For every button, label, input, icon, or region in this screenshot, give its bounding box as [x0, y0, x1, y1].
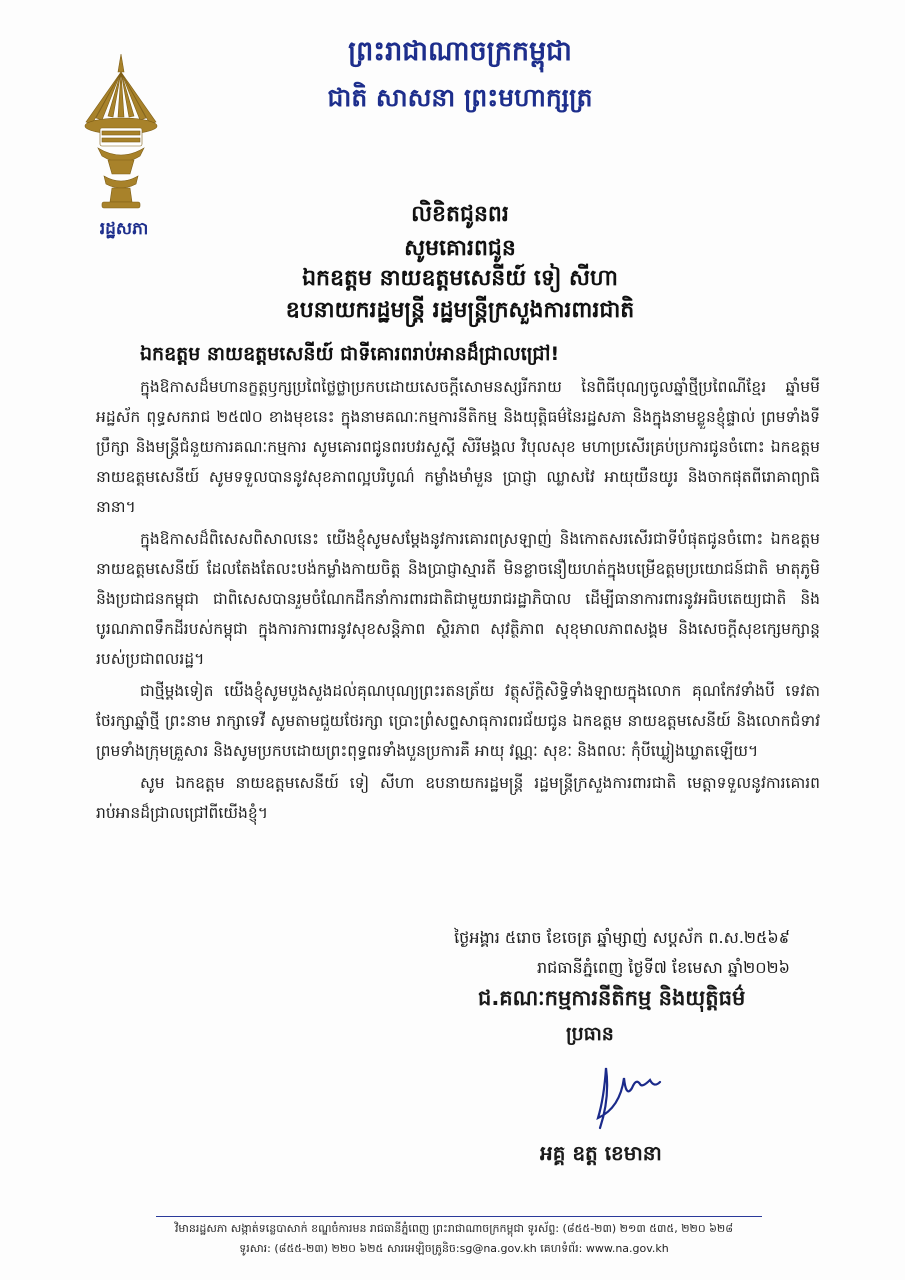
letter-title: លិខិតជូនពរ: [411, 202, 509, 227]
paragraph: ក្នុងឱកាសដ៏ពិសេសពិសាលនេះ យើងខ្ញុំសូមសម្តែងនូវការគោរពស្រឡាញ់ និងកោតសរសើរជាទីបំផុតជូនចំពោះ ឯកឧត្តម នាយឧត្តមសេនីយ៍ ដែលតែងតែលះបង់កម្លាំងកាយចិត្ត និងប្រាជ្ញាស្មារតី មិនខ្លាចនឿយហត់ក្នុងបម្រើឧត្តមប្រយោជន៍ជាតិ មាតុភូមិ និងប្រជាជនកម្ពុជា ជាពិសេសបានរួមចំណែកដឹកនាំការពារជាតិជាមួយរាជរដ្ឋាភិបាល ដើម្បីធានាការពារនូវអធិបតេយ្យជាតិ និងបូរណភាពទឹកដីរបស់កម្ពុជា ក្នុងការការពារនូវសុខសន្តិភាព ស្ថិរភាព សុវត្ថិភាព សុខុមាលភាពសង្គម និងសេចក្តីសុខក្សេមក្សាន្តរបស់ប្រជាពលរដ្ឋ។: [96, 530, 820, 668]
institution-name: រដ្ឋសភា: [99, 219, 149, 239]
footer-divider: [156, 1216, 762, 1217]
recipient-title: ឧបនាយករដ្ឋមន្ត្រី រដ្ឋមន្ត្រីក្រសួងការពារជាតិ: [285, 298, 635, 323]
lunar-date: ថ្ងៃអង្គារ ៥រោច ខែចេត្រ ឆ្នាំម្សាញ់ សប្តស័ក ព.ស.២៥៦៩: [454, 928, 790, 947]
salutation: ឯកឧត្តម នាយឧត្តមសេនីយ៍ ជាទីគោរពរាប់អានដ៏ជ្រាលជ្រៅ!: [140, 343, 560, 365]
letter-body: [96, 372, 820, 830]
paragraph: សូម ឯកឧត្តម នាយឧត្តមសេនីយ៍ ទៀ សីហា ឧបនាយករដ្ឋមន្ត្រី រដ្ឋមន្ត្រីក្រសួងការពារជាតិ មេត្តាទទួលនូវការគោរពរាប់អានដ៏ជ្រាលជ្រៅពីយើងខ្ញុំ។: [96, 774, 820, 822]
kingdom-title: ព្រះរាជាណាចក្រកម្ពុជា: [348, 36, 572, 67]
signer-position: ប្រធាន: [566, 1023, 614, 1045]
signer-name: អគ្គ ឧត្ត ខេមានា: [540, 1141, 662, 1165]
committee-name: ជ.គណៈកម្មការនីតិកម្ម និងយុត្តិធម៌: [478, 986, 746, 1010]
handwritten-signature: [580, 1058, 700, 1138]
footer-address: វិមានរដ្ឋសភា សង្កាត់ទន្លេបាសាក់ ខណ្ឌចំការមន រាជធានីភ្នំពេញ ព្រះរាជាណាចក្រកម្ពុជា ទូរស័ព្ទ: (៨៥៥-២៣) ២១៣ ៥៣៥, ២២០ ៦២៨: [174, 1222, 734, 1235]
national-motto: ជាតិ សាសនា ព្រះមហាក្សត្រ: [327, 83, 593, 112]
paragraph: ក្នុងឱកាសដ៏មហានក្ខត្តឫក្សប្រពៃថ្លៃថ្លាប្រកបដោយសេចក្តីសោមនស្សរីករាយ នៃពិធីបុណ្យចូលឆ្នាំថ្មីប្រពៃណីខ្មែរ ឆ្នាំមមី អដ្ឋស័ក ពុទ្ធសករាជ ២៥៧០ ខាងមុខនេះ ក្នុងនាមគណៈកម្មការនីតិកម្ម និងយុត្តិធម៌នៃរដ្ឋសភា និងក្នុងនាមខ្លួនខ្ញុំផ្ទាល់ ព្រមទាំងទីប្រឹក្សា និងមន្ត្រីជំនួយការគណៈកម្មការ សូមគោរពជូនពរបវរសួស្តី សិរីមង្គល វិបុលសុខ មហាប្រសើរគ្រប់ប្រការជូនចំពោះ ឯកឧត្តម នាយឧត្តមសេនីយ៍ សូមទទួលបាននូវសុខភាពល្អបរិបូណ៌ កម្លាំងមាំមួន ប្រាជ្ញា ឈ្លាសវៃ អាយុយឺនយូរ និងចាកផុតពីរោគាព្យាធិនានា។: [96, 378, 820, 516]
recipient-name: ឯកឧត្តម នាយឧត្តមសេនីយ៍ ទៀ សីហា: [302, 266, 618, 291]
solar-date: រាជធានីភ្នំពេញ ថ្ងៃទី៧ ខែមេសា ឆ្នាំ២០២៦: [537, 958, 790, 977]
paragraph: ជាថ្មីម្តងទៀត យើងខ្ញុំសូមបួងសួងដល់គុណបុណ្យព្រះរតនត្រ័យ វត្ថុស័ក្តិសិទ្ធិទាំងឡាយក្នុងលោក គុណកែវទាំងបី ទេវតាថែរក្សាឆ្នាំថ្មី ព្រះនាម រាក្សាទេវី សូមតាមជួយថែរក្សា ប្រោះព្រំសព្ទសាធុការពរជ័យជូន ឯកឧត្តម នាយឧត្តមសេនីយ៍ និងលោកជំទាវ ព្រមទាំងក្រុមគ្រួសារ និងសូមប្រកបដោយព្រះពុទ្ធពរទាំងបួនប្រការគឺ អាយុ វណ្ណៈ សុខៈ និងពលៈ កុំបីឃ្លៀងឃ្លាតឡើយ។: [96, 682, 820, 760]
footer-contact: ទូរសារ: (៨៥៥-២៣) ២២០ ៦២៥ សារអេឡិចត្រូនិច:sg@na.gov.kh គេហទំព័រ: www.na.gov.kh: [239, 1242, 669, 1255]
respectfully-line: សូមគោរពជូន: [404, 236, 516, 261]
